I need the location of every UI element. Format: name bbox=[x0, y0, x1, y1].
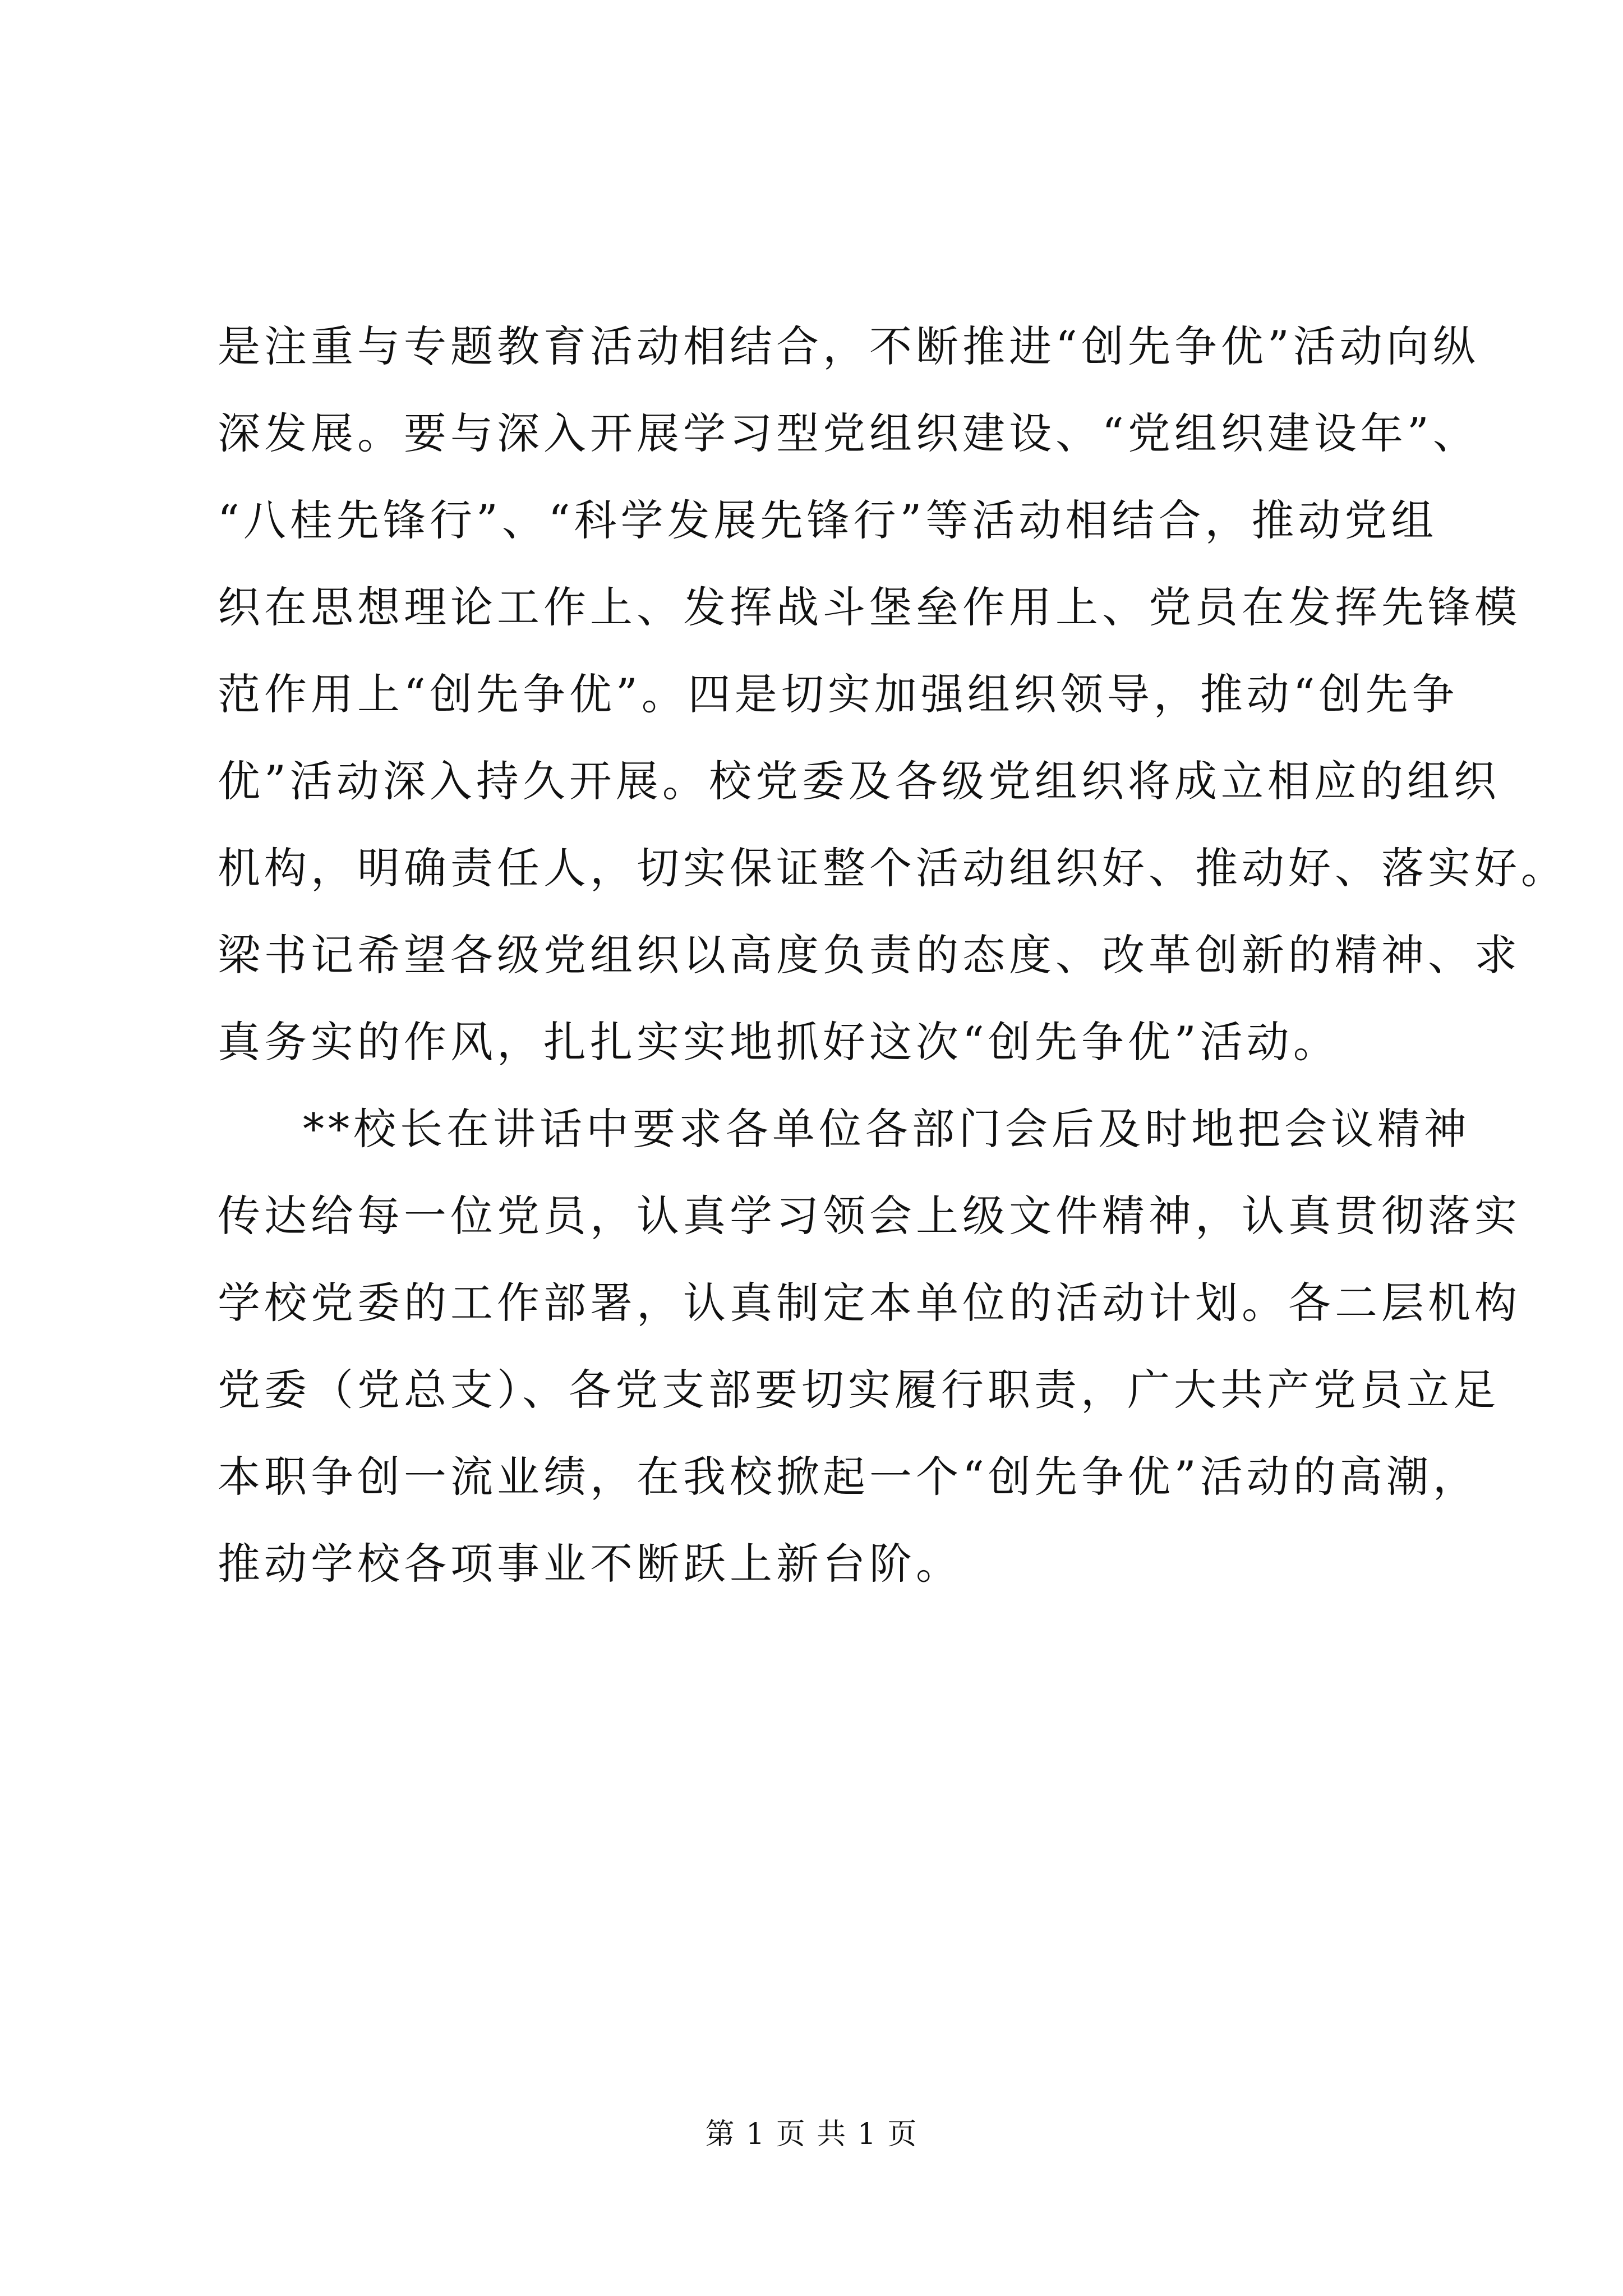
text-line: “八桂先锋行”、“科学发展先锋行”等活动相结合，推动党组 bbox=[218, 495, 1438, 545]
paragraph-2 bbox=[218, 1085, 1521, 1607]
text-line: 优”活动深入持久开展。校党委及各级党组织将成立相应的组织 bbox=[218, 756, 1500, 806]
page-number-label: 第 1 页 共 1 页 bbox=[705, 2118, 918, 2151]
text-line: 真务实的作风，扎扎实实地抓好这次“创先争优”活动。 bbox=[218, 1017, 1340, 1067]
text-line: 推动学校各项事业不断跃上新台阶。 bbox=[218, 1539, 962, 1589]
text-line: 机构，明确责任人，切实保证整个活动组织好、推动好、落实好。 bbox=[218, 843, 1567, 893]
text-line: 是注重与专题教育活动相结合，不断推进“创先争优”活动向纵 bbox=[218, 321, 1479, 371]
text-line: 本职争创一流业绩，在我校掀起一个“创先争优”活动的高潮， bbox=[218, 1452, 1479, 1502]
text-line: 范作用上“创先争优”。四是切实加强组织领导，推动“创先争 bbox=[218, 669, 1459, 719]
text-line: 深发展。要与深入开展学习型党组织建设、“党组织建设年”、 bbox=[218, 408, 1479, 458]
text-line: 学校党委的工作部署，认真制定本单位的活动计划。各二层机构 bbox=[218, 1278, 1521, 1328]
text-line: 传达给每一位党员，认真学习领会上级文件精神，认真贯彻落实 bbox=[218, 1191, 1521, 1241]
text-line: 党委（党总支）、各党支部要切实履行职责，广大共产党员立足 bbox=[218, 1365, 1500, 1415]
page-footer bbox=[0, 2115, 1623, 2154]
paragraph-1 bbox=[218, 303, 1567, 1085]
text-line: **校长在讲话中要求各单位各部门会后及时地把会议精神 bbox=[303, 1104, 1470, 1154]
text-line: 梁书记希望各级党组织以高度负责的态度、改革创新的精神、求 bbox=[218, 930, 1521, 980]
document-body bbox=[218, 303, 1567, 1607]
text-line: 织在思想理论工作上、发挥战斗堡垒作用上、党员在发挥先锋模 bbox=[218, 582, 1521, 632]
